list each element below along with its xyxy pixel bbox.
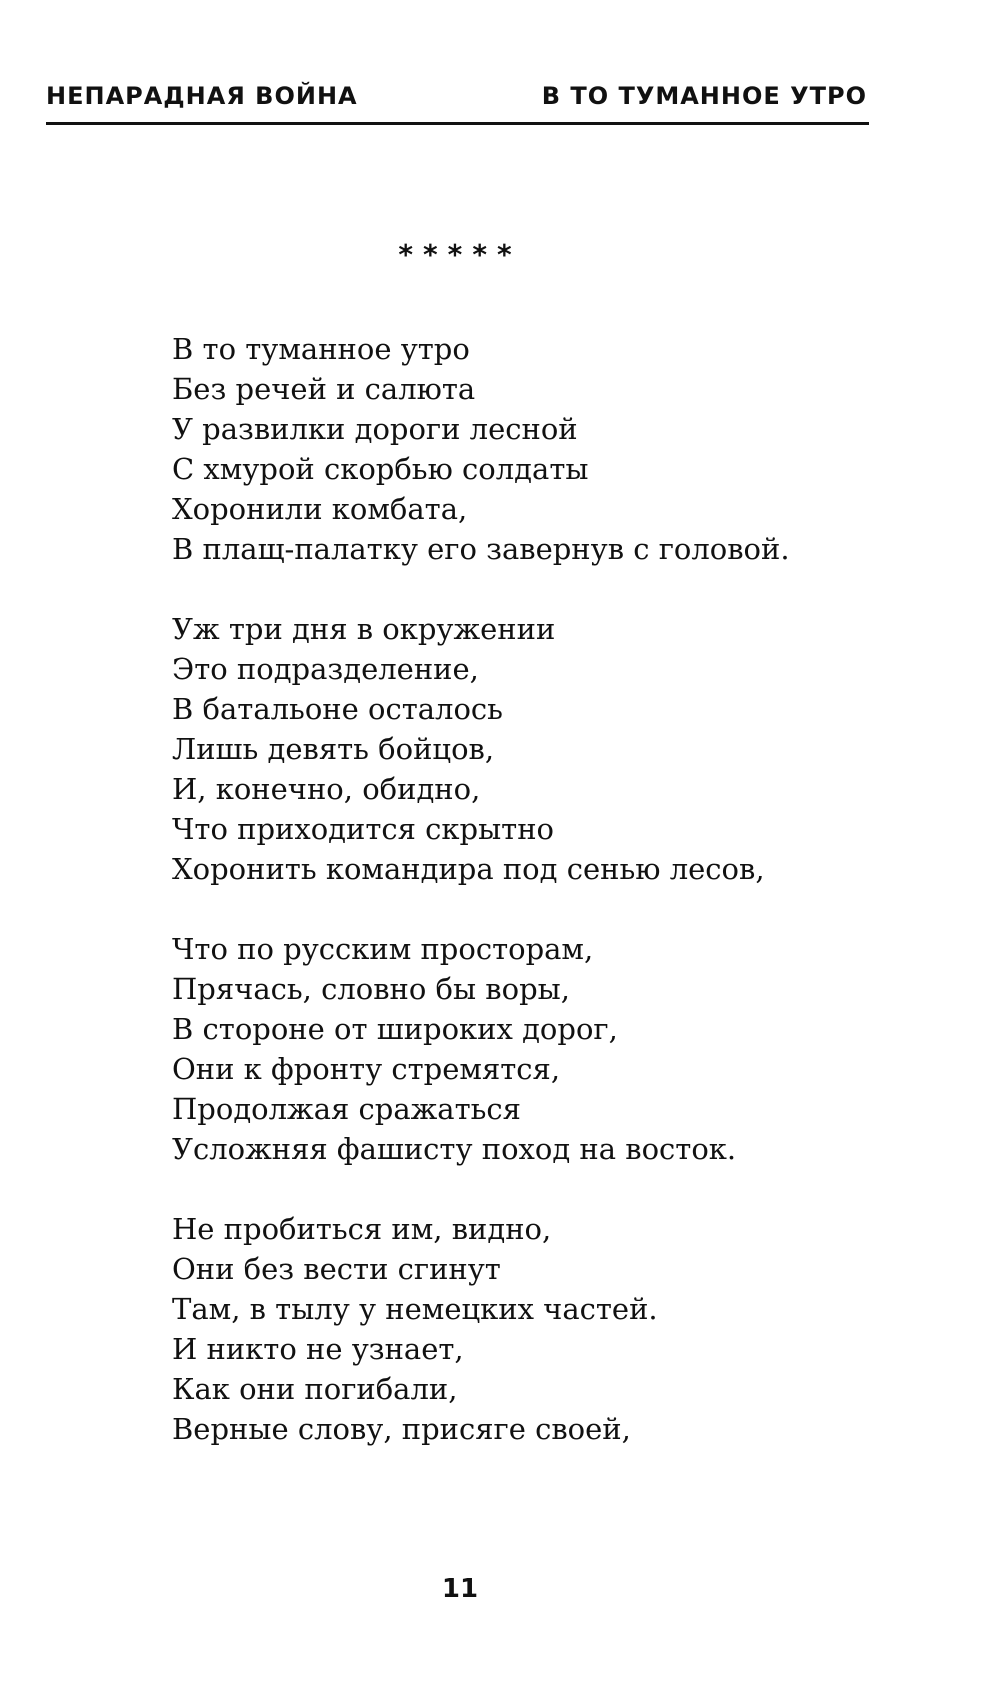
poem-line: И, конечно, обидно, xyxy=(172,772,481,806)
poem-line: И никто не узнает, xyxy=(172,1332,464,1366)
poem-line: Что по русским просторам, xyxy=(172,932,594,966)
running-head-poem-title: В ТО ТУМАННОЕ УТРО xyxy=(541,82,867,110)
poem-line: Они без вести сгинут xyxy=(172,1252,501,1286)
poem xyxy=(172,329,932,1449)
page-number: 11 xyxy=(441,1574,479,1604)
poem-line: Верные слову, присяге своей, xyxy=(172,1412,631,1446)
poem-line: В стороне от широких дорог, xyxy=(172,1012,618,1046)
poem-line: Не пробиться им, видно, xyxy=(172,1212,552,1246)
poem-line: Они к фронту стремятся, xyxy=(172,1052,561,1086)
stanza-2 xyxy=(172,609,932,889)
poem-line: Продолжая сражаться xyxy=(172,1092,521,1126)
poem-line: Там, в тылу у немецких частей. xyxy=(172,1292,658,1326)
poem-line: Как они погибали, xyxy=(172,1372,458,1406)
poem-line: У развилки дороги лесной xyxy=(172,412,578,446)
poem-line: Уж три дня в окружении xyxy=(172,612,556,646)
poem-line: С хмурой скорбью солдаты xyxy=(172,452,589,486)
stanza-4 xyxy=(172,1209,932,1449)
poem-line: Что приходится скрытно xyxy=(172,812,554,846)
section-ornament: ***** xyxy=(398,238,522,271)
poem-line: Лишь девять бойцов, xyxy=(172,732,495,766)
running-header xyxy=(46,68,869,125)
poem-line: В то туманное утро xyxy=(172,332,470,366)
stanza-1 xyxy=(172,329,932,569)
poem-line: Хоронить командира под сенью лесов, xyxy=(172,852,765,886)
poem-line: Это подразделение, xyxy=(172,652,479,686)
poem-line: В батальоне осталось xyxy=(172,692,503,726)
poem-line: Без речей и салюта xyxy=(172,372,476,406)
poem-line: Хоронили комбата, xyxy=(172,492,468,526)
running-head-book-title: НЕПАРАДНАЯ ВОЙНА xyxy=(46,82,358,110)
poem-line: Прячась, словно бы воры, xyxy=(172,972,570,1006)
stanza-3 xyxy=(172,929,932,1169)
poem-line: В плащ-палатку его завернув с головой. xyxy=(172,532,790,566)
poem-line: Усложняя фашисту поход на восток. xyxy=(172,1132,737,1166)
